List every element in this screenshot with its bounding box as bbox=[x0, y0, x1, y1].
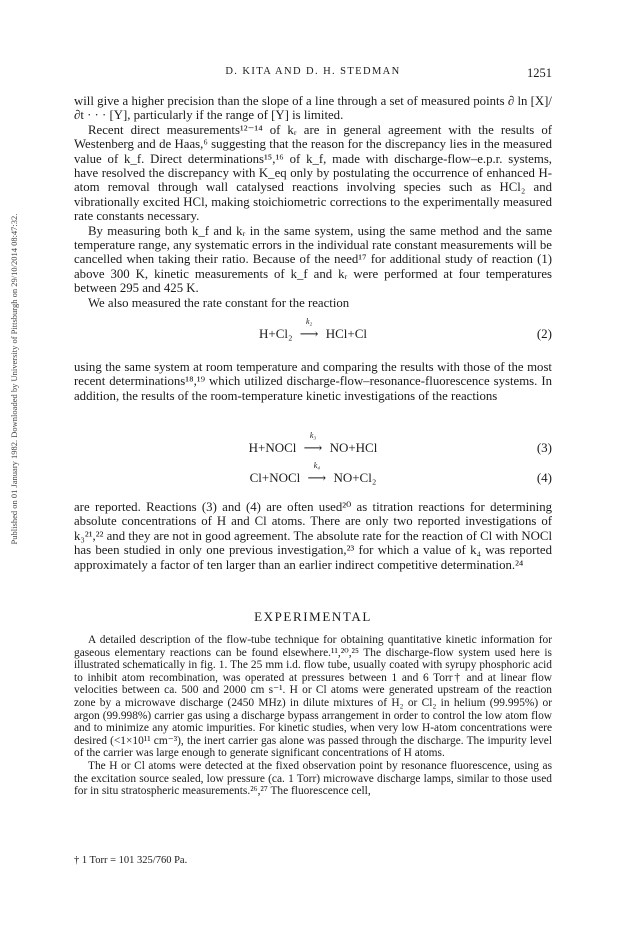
eq2-number: (2) bbox=[536, 326, 552, 341]
intro-paragraph-1: will give a higher precision than the slope of a line through a set of measured points ∂ ln [X]/∂t · · · [Y], particularly if the range of [Y] is limited. bbox=[74, 94, 552, 123]
eq2-rate-label: k₂ bbox=[305, 317, 313, 326]
eq3-arrow: k₃ ⟶ bbox=[303, 431, 323, 455]
equation-4 bbox=[74, 461, 552, 488]
intro-paragraph-2: Recent direct measurements¹²⁻¹⁴ of kᵣ are in general agreement with the results of Westenberg and de Haas,⁶ suggesting that the reason for the discrepancy lies in the measured value of k_f. Direct determinations¹⁵,¹⁶ of k_f, made with discharge-flow–e.p.r. systems, have resolved the discrepancy with K_eq only by postulating the occurrence of enhanced H-atom removal through wall catalysed reactions involving species such as HCl₂ and vibrationally excited HCl, making stoichiometric corrections to the experimentally measured rate constants necessary. bbox=[74, 122, 552, 224]
equation-3 bbox=[74, 431, 552, 458]
eq3-rate-label: k₃ bbox=[309, 431, 317, 440]
eq2-lhs: H+Cl₂ bbox=[259, 326, 293, 341]
download-stamp bbox=[8, 160, 20, 600]
eq4-rate-label: k₄ bbox=[313, 461, 321, 470]
intro-paragraph-4: We also measured the rate constant for the reaction bbox=[88, 295, 350, 310]
experimental-paragraph-2: The H or Cl atoms were detected at the fixed observation point by resonance fluorescence, using as the excitation source sealed, low pressure (ca. 1 Torr) microwave discharge lamps, similar to those used for in situ stratospheric measurements.²⁶,²⁷ The fluorescence cell, bbox=[74, 759, 552, 798]
eq3-number: (3) bbox=[536, 440, 552, 455]
running-head: D. KITA AND D. H. STEDMAN bbox=[225, 66, 401, 77]
middle-block bbox=[74, 360, 552, 403]
middle-paragraph: using the same system at room temperature and comparing the results with those of the most recent determinations¹⁸,¹⁹ which utilized discharge-flow–resonance-fluorescence systems. In addition, the results of the room-temperature kinetic investigations of the reactions bbox=[74, 360, 552, 403]
section-heading bbox=[74, 610, 552, 624]
eq4-number: (4) bbox=[536, 470, 552, 485]
intro-block bbox=[74, 94, 552, 310]
experimental-block bbox=[74, 634, 552, 798]
page-header bbox=[74, 66, 552, 80]
footnote: † 1 Torr = 101 325/760 Pa. bbox=[74, 855, 188, 866]
eq4-arrow: k₄ ⟶ bbox=[307, 461, 327, 485]
after-paragraph: are reported. Reactions (3) and (4) are often used²⁰ as titration reactions for determining absolute concentrations of H and Cl atoms. There are only two reported investigations of k₃²¹,²² and they are not in good agreement. The absolute rate for the reaction of Cl with NOCl has been studied in only one previous investigation,²³ for which a value of k₄ was reported approximately a factor of ten larger than an earlier indirect competitive determination.²⁴ bbox=[74, 500, 552, 572]
eq2-arrow: k₂ ⟶ bbox=[299, 317, 319, 341]
page-number: 1251 bbox=[527, 66, 552, 80]
intro-paragraph-3: By measuring both k_f and kᵣ in the same system, using the same method and the same temperature range, any systematic errors in the individual rate constant measurements will be cancelled when taking their ratio. Because of the need¹⁷ for additional study of reaction (1) above 300 K, kinetic measurements of k_f and kᵣ were performed at four temperatures between 295 and 425 K. bbox=[74, 223, 552, 296]
equation-2 bbox=[74, 317, 552, 344]
eq4-lhs: Cl+NOCl bbox=[249, 470, 301, 485]
eq4-rhs: NO+Cl₂ bbox=[333, 470, 377, 485]
eq3-rhs: NO+HCl bbox=[329, 440, 378, 455]
experimental-paragraph-1: A detailed description of the flow-tube technique for obtaining quantitative kinetic information for gaseous elementary reactions can be found elsewhere.¹¹,²⁰,²⁵ The discharge-flow system used here is illustrated schematically in fig. 1. The 25 mm i.d. flow tube, usually coated with syrupy phosphoric acid to inhibit atom recombination, was operated at pressures between 1 and 6 Torr† and at linear flow velocities between ca. 500 and 2000 cm s⁻¹. H or Cl atoms were generated upstream of the reaction zone by a microwave discharge (2450 MHz) in dilute mixtures of H₂ or Cl₂ in helium (99.995%) or argon (99.998%) carrier gas using a discharge bypass arrangement in order to control the low atom flow and to minimize any atomic impurities. For kinetic studies, when very low H-atom concentrations were desired (<1×10¹¹ cm⁻³), the inert carrier gas alone was passed through the discharge. The impurity level of the carrier was large enough to generate significant concentrations of H atoms. bbox=[74, 634, 552, 760]
eq3-lhs: H+NOCl bbox=[248, 440, 297, 455]
section-title: EXPERIMENTAL bbox=[254, 609, 372, 624]
after-block bbox=[74, 500, 552, 572]
footnote-block bbox=[74, 855, 552, 867]
download-stamp-text: Published on 01 January 1982. Downloaded by University of Pittsburgh on 29/10/2014 08:47:32. bbox=[9, 213, 19, 545]
eq2-rhs: HCl+Cl bbox=[325, 326, 367, 341]
